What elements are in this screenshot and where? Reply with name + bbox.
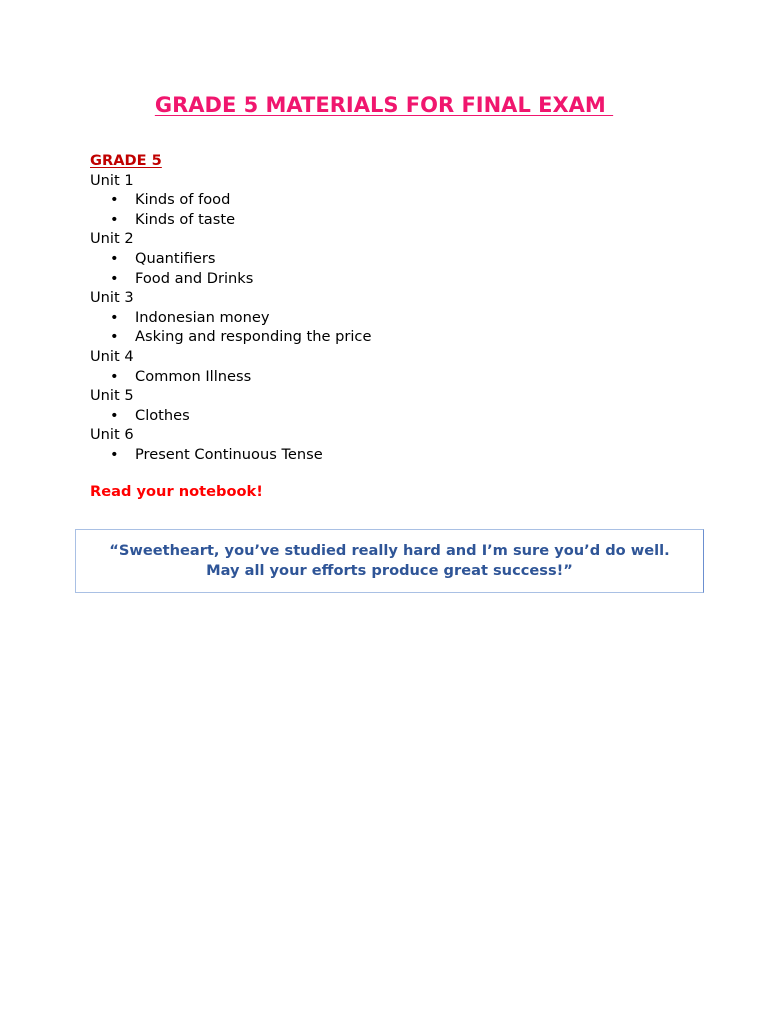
topic-list [90, 190, 710, 229]
bullet-icon: • [110, 308, 119, 326]
topic-label: Common Illness [135, 367, 252, 385]
list-item [90, 249, 710, 269]
topic-list [90, 406, 710, 426]
topic-label: Kinds of food [135, 191, 231, 209]
bullet-icon: • [110, 406, 119, 424]
topic-label: Clothes [135, 406, 190, 424]
bullet-icon: • [110, 191, 119, 209]
unit-2 [90, 229, 710, 288]
list-item [90, 269, 710, 289]
list-item [90, 367, 710, 387]
quote-line-2: May all your efforts produce great success!” [206, 562, 573, 579]
bullet-icon: • [110, 367, 119, 385]
unit-label: Unit 2 [90, 230, 134, 248]
list-item [90, 445, 710, 465]
topic-label: Indonesian money [135, 308, 270, 326]
unit-list-section [90, 151, 710, 465]
unit-label: Unit 1 [90, 171, 134, 189]
topic-list [90, 367, 710, 387]
topic-list [90, 249, 710, 288]
bullet-icon: • [110, 210, 119, 228]
unit-label: Unit 6 [90, 426, 134, 444]
reminder-text: Read your notebook! [90, 483, 263, 500]
unit-1 [90, 171, 710, 230]
quote-text [76, 541, 703, 581]
topic-label: Kinds of taste [135, 210, 236, 228]
unit-label: Unit 5 [90, 387, 134, 405]
bullet-icon: • [110, 269, 119, 287]
list-item [90, 327, 710, 347]
bullet-icon: • [110, 445, 119, 463]
quote-box [75, 529, 704, 593]
unit-5 [90, 386, 710, 425]
topic-list [90, 445, 710, 465]
topic-list [90, 308, 710, 347]
grade-heading: GRADE 5 [90, 152, 162, 169]
unit-label: Unit 3 [90, 289, 134, 307]
unit-6 [90, 425, 710, 464]
unit-label: Unit 4 [90, 347, 134, 365]
unit-4 [90, 347, 710, 386]
quote-line-1: “Sweetheart, you’ve studied really hard and I’m sure you’d do well. [109, 542, 670, 559]
unit-3 [90, 288, 710, 347]
topic-label: Food and Drinks [135, 269, 254, 287]
list-item [90, 406, 710, 426]
topic-label: Quantifiers [135, 249, 216, 267]
page-title: GRADE 5 MATERIALS FOR FINAL EXAM [154, 93, 614, 117]
bullet-icon: • [110, 328, 119, 346]
topic-label: Present Continuous Tense [135, 445, 323, 463]
bullet-icon: • [110, 249, 119, 267]
list-item [90, 190, 710, 210]
list-item [90, 210, 710, 230]
list-item [90, 308, 710, 328]
topic-label: Asking and responding the price [135, 328, 372, 346]
